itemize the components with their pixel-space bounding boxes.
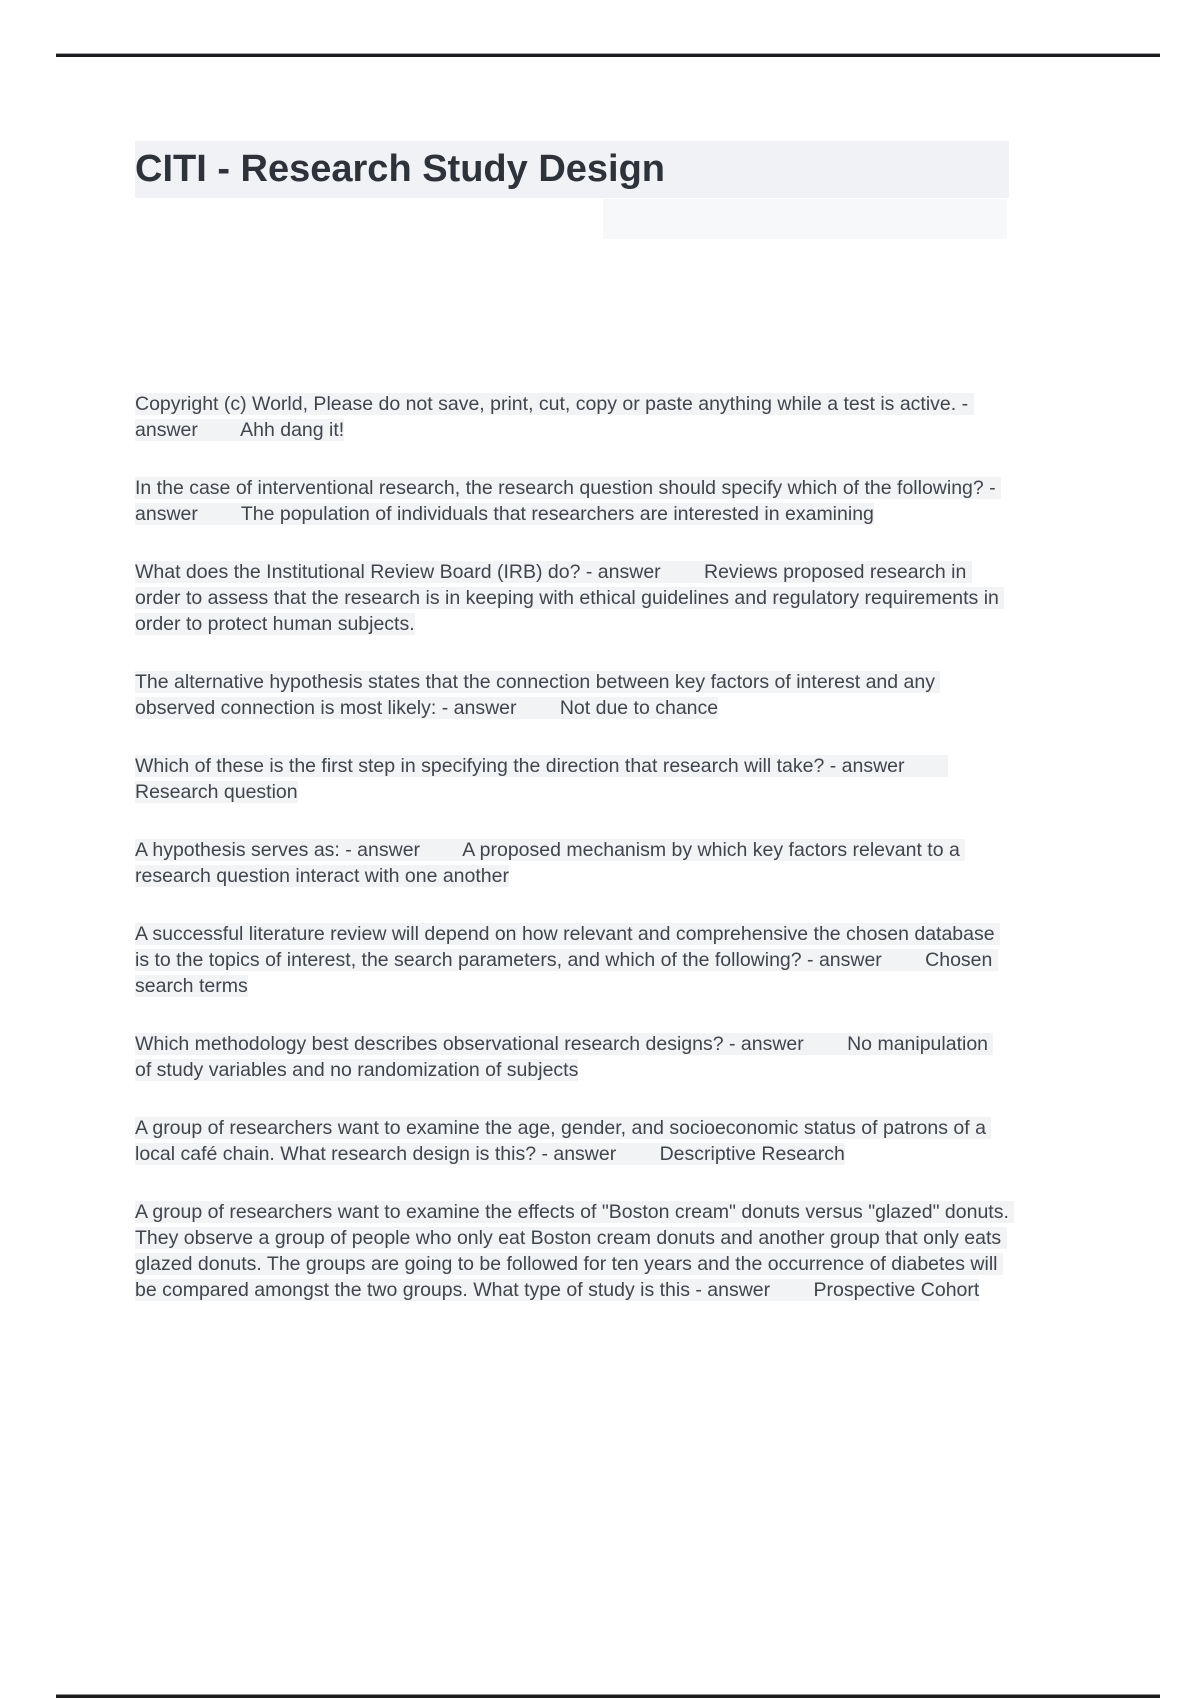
qa-text: Which of these is the first step in specifying the direction that research will take? - answer Research question bbox=[135, 755, 948, 803]
qa-text: What does the Institutional Review Board (IRB) do? - answer Reviews proposed research in order to assess that the research is in keeping with ethical guidelines and regulatory requirements in order to protect human subjects. bbox=[135, 561, 1005, 635]
qa-text: Which methodology best describes observational research designs? - answer No manipulation of study variables and no randomization of subjects bbox=[135, 1033, 994, 1081]
qa-paragraph bbox=[135, 837, 1009, 889]
qa-paragraph bbox=[135, 475, 1009, 527]
qa-text: A successful literature review will depend on how relevant and comprehensive the chosen database is to the topics of interest, the search parameters, and which of the following? - answer Chosen search terms bbox=[135, 923, 1001, 997]
qa-text: In the case of interventional research, the research question should specify which of the following? - answer The population of individuals that researchers are interested in examining bbox=[135, 477, 1002, 525]
qa-paragraph bbox=[135, 1031, 1009, 1083]
qa-paragraph bbox=[135, 391, 1009, 443]
qa-text: The alternative hypothesis states that the connection between key factors of interest and any observed connection is most likely: - answer Not due to chance bbox=[135, 671, 941, 719]
qa-text: A group of researchers want to examine the age, gender, and socioeconomic status of patrons of a local café chain. What research design is this? - answer Descriptive Research bbox=[135, 1117, 992, 1165]
qa-list bbox=[135, 391, 1014, 1303]
title-trailing-highlight bbox=[603, 199, 1007, 239]
qa-paragraph bbox=[135, 559, 1009, 637]
document-body bbox=[135, 141, 1014, 1335]
qa-text: A hypothesis serves as: - answer A proposed mechanism by which key factors relevant to a research question interact with one another bbox=[135, 839, 966, 887]
qa-text: Copyright (c) World, Please do not save, print, cut, copy or paste anything while a test is active. - answer Ahh dang it! bbox=[135, 393, 974, 441]
qa-paragraph bbox=[135, 1115, 1009, 1167]
bottom-border-line bbox=[56, 1695, 1160, 1698]
qa-paragraph bbox=[135, 921, 1009, 999]
document-title: CITI - Research Study Design bbox=[135, 141, 1009, 198]
top-border-line bbox=[56, 54, 1160, 57]
qa-paragraph bbox=[135, 669, 1009, 721]
qa-text: A group of researchers want to examine the effects of "Boston cream" donuts versus "glazed" donuts. They observe a group of people who only eat Boston cream donuts and another group that only eats glazed donuts. The groups are going to be followed for ten years and the occurrence of diabetes will be compared amongst the two groups. What type of study is this - answer Prospective Cohort bbox=[135, 1201, 1014, 1301]
qa-paragraph bbox=[135, 1199, 1014, 1303]
qa-paragraph bbox=[135, 753, 1009, 805]
